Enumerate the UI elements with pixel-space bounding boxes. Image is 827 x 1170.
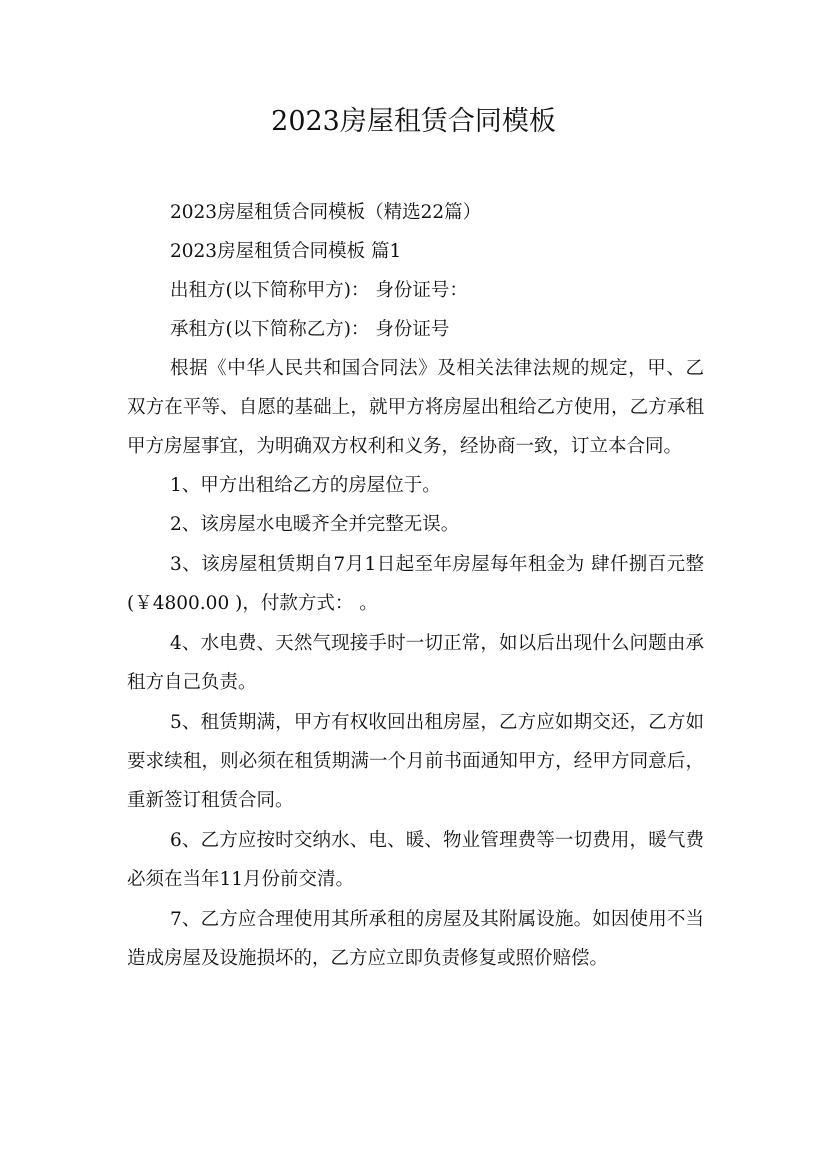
paragraph-section-heading: 2023房屋租赁合同模板 篇1 (170, 241, 402, 262)
paragraph-clause-7: 7、乙方应合理使用其所承租的房屋及其附属设施。如因使用不当造成房屋及设施损坏的，乙方应立即负责修复或照价赔偿。 (127, 909, 704, 969)
paragraph-clause-3: 3、该房屋租赁期自7月1日起至年房屋每年租金为 肆仟捌百元整(￥4800.00 )，付款方式： 。 (127, 554, 704, 614)
document-title: 2023房屋租赁合同模板 (271, 106, 556, 137)
paragraph-subtitle: 2023房屋租赁合同模板（精选22篇） (170, 202, 482, 223)
document-body (127, 193, 704, 978)
paragraph-preamble: 根据《中华人民共和国合同法》及相关法律法规的规定，甲、乙双方在平等、自愿的基础上，就甲方将房屋出租给乙方使用，乙方承租甲方房屋事宜，为明确双方权利和义务，经协商一致，订立本合同。 (127, 358, 704, 457)
paragraph-lessor: 出租方(以下简称甲方)： 身份证号： (170, 280, 468, 301)
paragraph-clause-6: 6、乙方应按时交纳水、电、暖、物业管理费等一切费用，暖气费必须在当年11月份前交清。 (127, 830, 704, 890)
paragraph-lessee: 承租方(以下简称乙方)： 身份证号 (170, 319, 450, 340)
paragraph-clause-5: 5、租赁期满，甲方有权收回出租房屋，乙方应如期交还，乙方如要求续租，则必须在租赁期满一个月前书面通知甲方，经甲方同意后，重新签订租赁合同。 (127, 712, 704, 811)
paragraph-clause-2: 2、该房屋水电暖齐全并完整无误。 (170, 514, 460, 535)
paragraph-clause-1: 1、甲方出租给乙方的房屋位于。 (170, 475, 441, 496)
paragraph-clause-4: 4、水电费、天然气现接手时一切正常，如以后出现什么问题由承租方自己负责。 (127, 633, 704, 693)
